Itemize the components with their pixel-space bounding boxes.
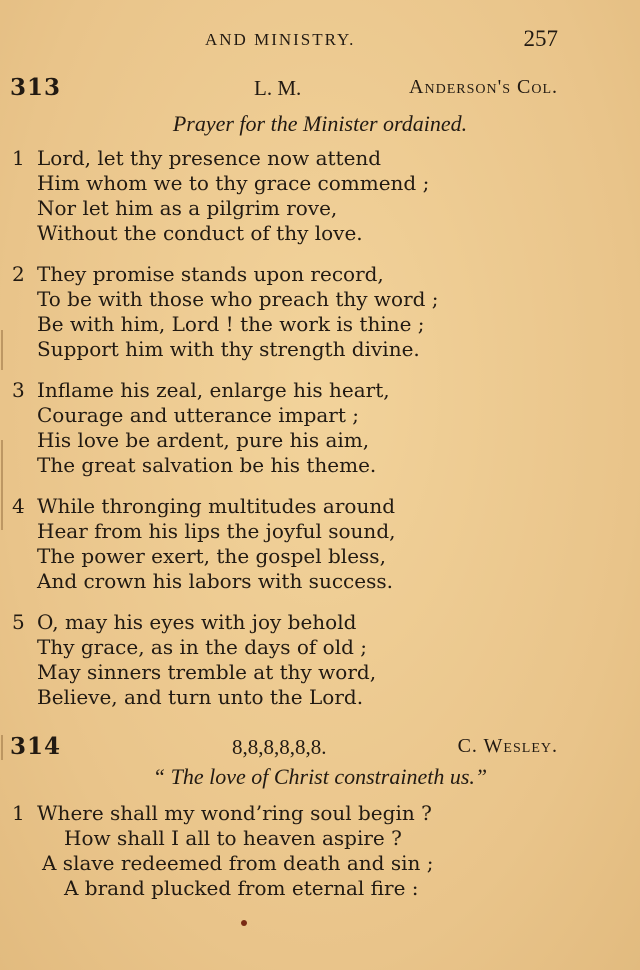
verse-line: To be with those who preach thy word ;	[37, 287, 439, 311]
hymn-313-subtitle: Prayer for the Minister ordained.	[172, 111, 468, 136]
verse-line: Inflame his zeal, enlarge his heart,	[37, 378, 390, 402]
page-header	[0, 26, 640, 56]
ink-dot	[241, 920, 247, 926]
verse-line: Believe, and turn unto the Lord.	[37, 685, 364, 709]
stanza-number: 3	[12, 378, 25, 402]
verse-line: Be with him, Lord ! the work is thine ;	[37, 312, 425, 336]
hymn-author: Anderson's Col.	[409, 76, 558, 98]
verse-line: His love be ardent, pure his aim,	[37, 428, 370, 452]
running-head: AND MINISTRY.	[205, 30, 356, 49]
verse-line: Without the conduct of thy love.	[37, 221, 363, 245]
page-edge-mark	[1, 330, 3, 370]
page-edge-mark	[1, 735, 3, 760]
verse-line: They promise stands upon record,	[37, 262, 384, 286]
verse-line: Courage and utterance impart ;	[37, 403, 360, 427]
stanza-number: 5	[12, 610, 25, 634]
stanza-number: 4	[12, 494, 25, 518]
verse-line: How shall I all to heaven aspire ?	[64, 826, 402, 850]
hymn-number: 314	[10, 733, 62, 760]
stanza-number: 1	[12, 801, 25, 825]
verse-line: Thy grace, as in the days of old ;	[37, 635, 367, 659]
hymn-number: 313	[10, 74, 62, 101]
verse-line: The power exert, the gospel bless,	[37, 544, 386, 568]
hymn-author: C. Wesley.	[457, 735, 558, 757]
page-edge-mark	[1, 440, 3, 530]
hymn-314-subtitle: “ The love of Christ constraineth us.”	[152, 764, 488, 789]
verse-line: Nor let him as a pilgrim rove,	[37, 196, 338, 220]
verse-line: Where shall my wond’ring soul begin ?	[37, 801, 432, 825]
hymn-meter: L. M.	[254, 76, 302, 100]
hymn-meter: 8,8,8,8,8,8.	[232, 735, 327, 759]
page-number: 257	[523, 26, 558, 51]
verse-line: Support him with thy strength divine.	[37, 337, 420, 361]
hymn-313-header	[0, 74, 640, 106]
stanza-number: 2	[12, 262, 25, 286]
verse-line: May sinners tremble at thy word,	[37, 660, 377, 684]
verse-line: While thronging multitudes around	[37, 494, 396, 518]
verse-line: A slave redeemed from death and sin ;	[42, 851, 434, 875]
verse-line: The great salvation be his theme.	[37, 453, 377, 477]
verse-line: Lord, let thy presence now attend	[37, 146, 382, 170]
verse-line: Hear from his lips the joyful sound,	[37, 519, 396, 543]
stanza-number: 1	[12, 146, 25, 170]
verse-line: Him whom we to thy grace commend ;	[37, 171, 430, 195]
hymn-314-header	[0, 733, 640, 765]
verse-line: O, may his eyes with joy behold	[37, 610, 357, 634]
verse-line: A brand plucked from eternal fire :	[64, 876, 419, 900]
verse-line: And crown his labors with success.	[37, 569, 393, 593]
